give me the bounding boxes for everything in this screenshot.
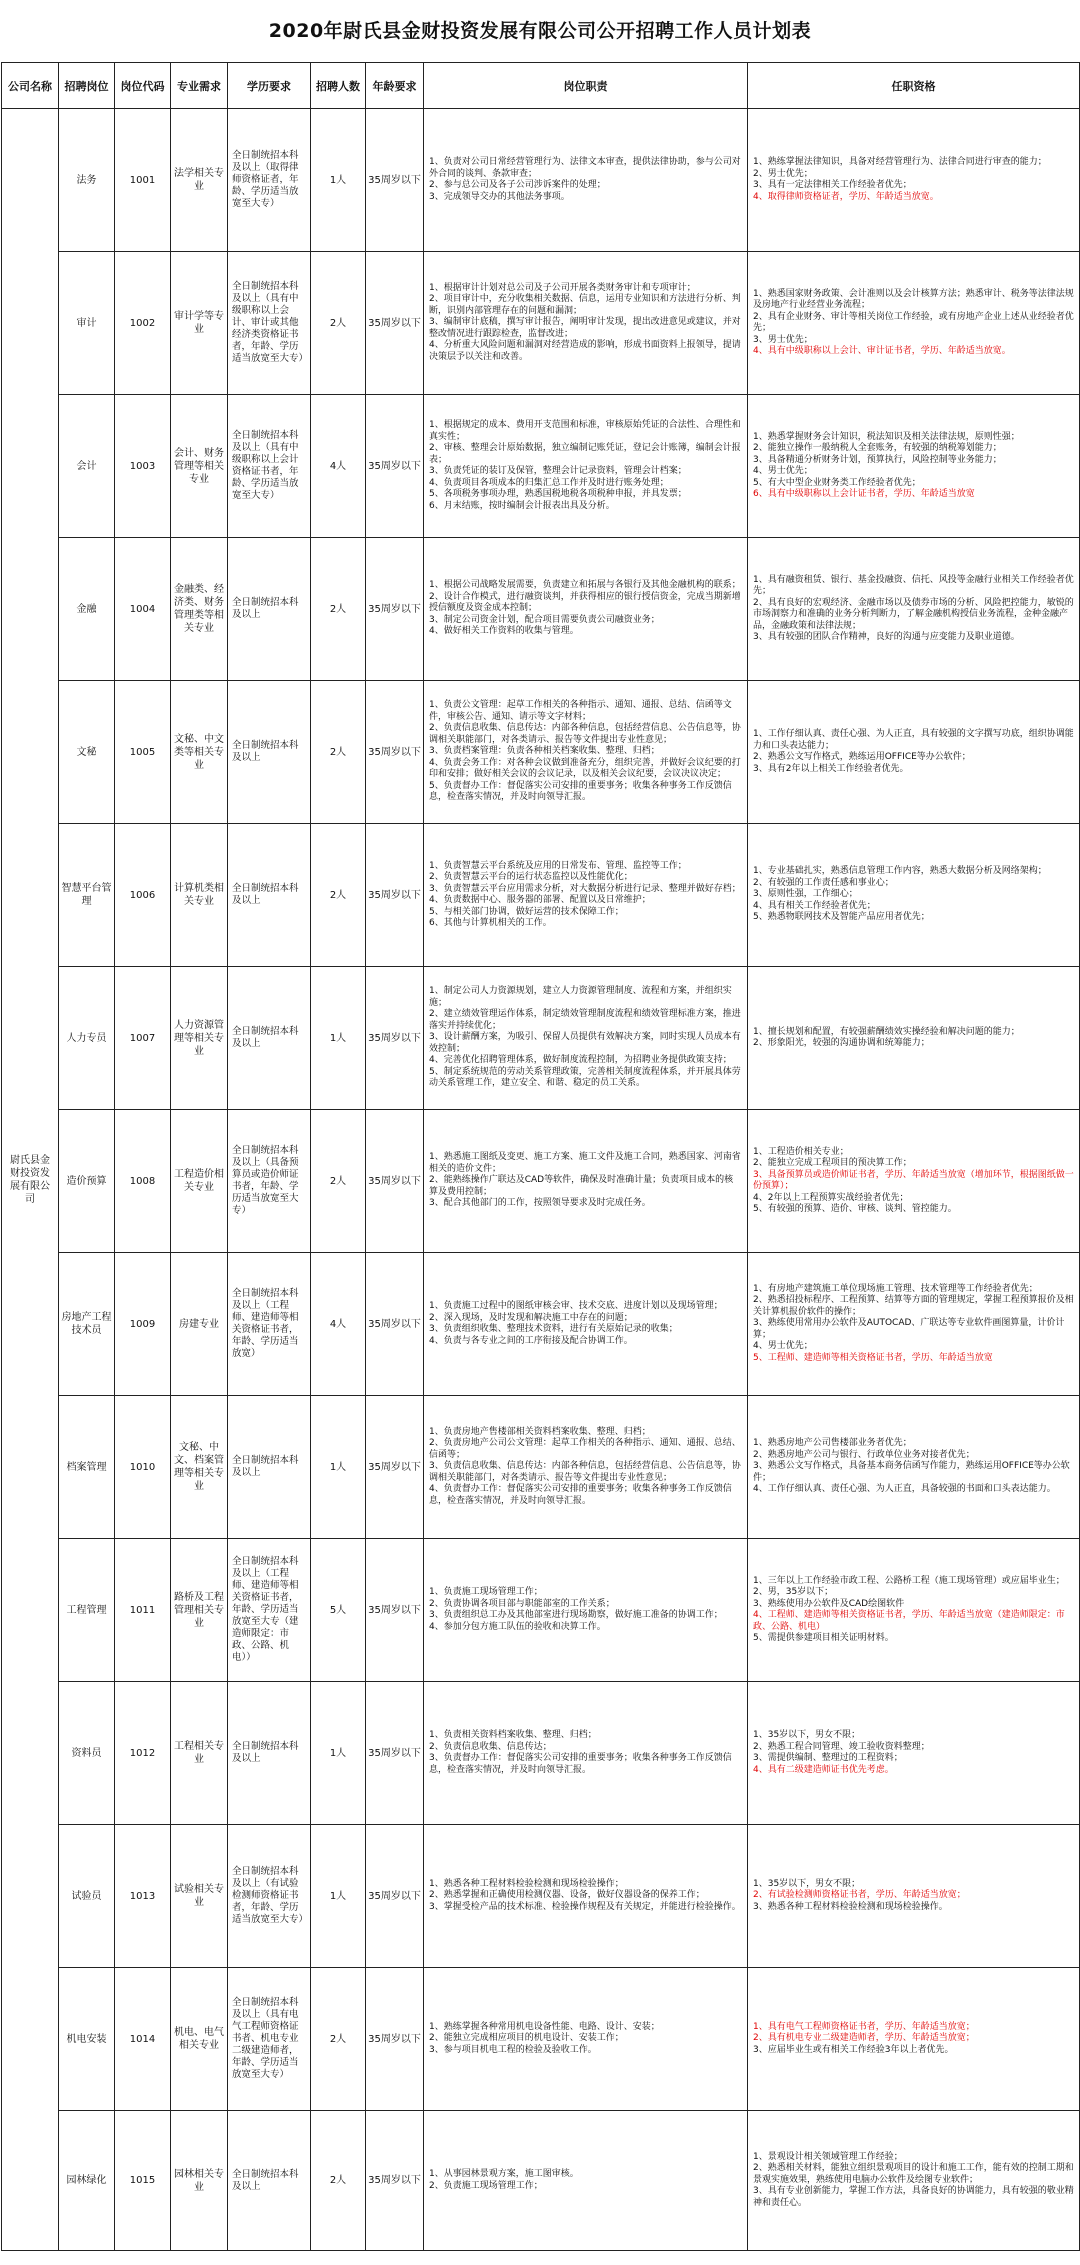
table-row	[2, 1825, 1080, 1968]
position-cell: 会计	[59, 395, 115, 538]
table-row	[2, 109, 1080, 252]
major-cell: 金融类、经济类、财务管理类等相关专业	[171, 538, 228, 681]
duty-line: 4、参加分包方施工队伍的验收和决算工作。	[429, 1621, 606, 1632]
position-code-cell: 1011	[115, 1539, 171, 1682]
headcount-cell: 4人	[311, 395, 366, 538]
position-code-cell: 1012	[115, 1682, 171, 1825]
qualification-line-highlight: 2、有试验检测师资格证书者，学历、年龄适当放宽；	[753, 1890, 966, 1901]
position-code-cell: 1015	[115, 2111, 171, 2251]
education-cell: 全日制统招本科及以上（具有电气工程师资格证书者、机电专业二级建造师者，年龄、学历适当放宽至大专）	[228, 1968, 311, 2111]
qualification-line: 1、熟悉房地产公司售楼部业务者优先；	[753, 1438, 912, 1449]
duty-line: 2、深入现场，及时发现和解决施工中存在的问题；	[429, 1312, 633, 1323]
table-header-row	[2, 63, 1080, 109]
qualifications-cell	[748, 395, 1080, 538]
duty-line: 2、负责协调各项目部与职能部室的工作关系；	[429, 1598, 615, 1609]
qualification-line: 1、三年以上工作经验市政工程、公路桥工程（施工现场管理）或应届毕业生；	[753, 1575, 1065, 1586]
qualifications-cell	[748, 681, 1080, 824]
qualification-line: 1、工程造价相关专业；	[753, 1146, 849, 1157]
position-cell: 造价预算	[59, 1110, 115, 1253]
duty-line: 4、负责督办工作：督促落实公司安排的重要事务；收集各种事务工作反馈信息，检查落实情况，并及时向领导汇报。	[429, 1484, 732, 1506]
qualifications-cell	[748, 1539, 1080, 1682]
major-cell: 审计学等专业	[171, 252, 228, 395]
qualification-line: 2、男，35岁以下；	[753, 1587, 834, 1597]
duty-line: 2、参与总公司及各子公司涉诉案件的处理；	[429, 180, 606, 190]
table-row	[2, 967, 1080, 1110]
duty-line: 4、负责会务工作：对各种会议做到准备充分，组织完善，并做好会议纪要的打印和安排；做好相关会议的会议记录，以及相关会议纪要，会议决议决定；	[429, 757, 741, 780]
education-cell: 全日制统招本科及以上	[228, 824, 311, 967]
duty-line: 1、熟悉各种工程材料检验检测和现场检验操作；	[429, 1878, 624, 1889]
position-cell: 园林绿化	[59, 2111, 115, 2251]
qualification-line-highlight: 4、工程师、建造师等相关资格证书者，学历、年龄适当放宽（建造师限定：市政、公路、机电）	[753, 1610, 1065, 1632]
qualification-line: 1、工作仔细认真、责任心强、为人正直，具有较强的文字撰写功底，组织协调能力和口头表达能力；	[753, 729, 1074, 751]
education-cell: 全日制统招本科及以上（工程师、建造师等相关资格证书者，年龄、学历适当放宽）	[228, 1253, 311, 1396]
education-cell: 全日制统招本科及以上（取得律师资格证者，年龄、学历适当放宽至大专）	[228, 109, 311, 252]
qualifications-cell	[748, 2111, 1080, 2251]
qualification-line: 2、具有企业财务、审计等相关岗位工作经验，或有房地产企业上述从业经验者优先；	[753, 311, 1074, 333]
duty-line: 2、负责信息收集、信息传达；	[429, 1741, 552, 1752]
qualification-line: 5、熟悉物联网技术及智能产品应用者优先；	[753, 912, 930, 923]
education-cell: 全日制统招本科及以上（有试验检测师资格证书者，年龄、学历适当放宽至大专）	[228, 1825, 311, 1968]
duty-line: 1、熟悉施工图纸及变更、施工方案、施工文件及施工合同，熟悉国家、河南省相关的造价文件；	[429, 1152, 741, 1174]
headcount-cell: 2人	[311, 824, 366, 967]
qualifications-cell	[748, 1968, 1080, 2111]
table-row	[2, 1539, 1080, 1682]
position-code-cell: 1013	[115, 1825, 171, 1968]
duties-cell	[424, 538, 748, 681]
header-major: 专业需求	[171, 63, 228, 109]
education-cell: 全日制统招本科及以上（具有中级职称以上会计、审计或其他经济类资格证书者，年龄、学历适当放宽至大专）	[228, 252, 311, 395]
duty-line: 5、负责督办工作：督促落实公司安排的重要事务；收集各种事务工作反馈信息，检查落实情况，并及时向领导汇报。	[429, 780, 732, 803]
position-cell: 审计	[59, 252, 115, 395]
qualification-line: 2、熟悉相关材料，能独立组织景观项目的设计和施工工作，能有效的控制工期和景观实施效果，熟练使用电脑办公软件及绘图专业软件；	[753, 2163, 1074, 2185]
table-row	[2, 252, 1080, 395]
duty-line: 1、负责对公司日常经营管理行为、法律文本审查，提供法律协助，参与公司对外合同的谈判、条款审查；	[429, 157, 741, 179]
duties-cell	[424, 1253, 748, 1396]
qualification-line: 1、具有融资租赁、银行、基金投融资、信托、风投等金融行业相关工作经验者优先；	[753, 574, 1074, 596]
qualification-line: 1、熟悉国家财务政策、会计准则以及会计核算方法；熟悉审计、税务等法律法规及房地产行业经营业务流程；	[753, 288, 1074, 310]
qualification-line: 5、需提供参建项目相关证明材料。	[753, 1633, 894, 1643]
table-row	[2, 824, 1080, 967]
qualification-line: 4、男士优先；	[753, 1341, 813, 1352]
duty-line: 1、负责公文管理：起草工作相关的各种指示、通知、通报、总结、信函等文件，审核公告、通知、请示等文字材料；	[429, 700, 732, 722]
major-cell: 会计、财务管理等相关专业	[171, 395, 228, 538]
header-age: 年龄要求	[366, 63, 424, 109]
qualification-line: 1、35岁以下，男女不限；	[753, 1730, 861, 1740]
duty-line: 3、负责督办工作：督促落实公司安排的重要事务；收集各种事务工作反馈信息，检查落实情况，并及时向领导汇报。	[429, 1753, 732, 1775]
qualification-line-highlight: 4、具有中级职称以上会计、审计证书者，学历、年龄适当放宽。	[753, 346, 1011, 356]
headcount-cell: 2人	[311, 681, 366, 824]
major-cell: 试验相关专业	[171, 1825, 228, 1968]
duty-line: 3、掌握受检产品的技术标准、检验操作规程及有关规定，并能进行检验操作。	[429, 1901, 741, 1912]
position-code-cell: 1005	[115, 681, 171, 824]
headcount-cell: 2人	[311, 252, 366, 395]
age-requirement-cell: 35周岁以下	[366, 1110, 424, 1253]
header-duties: 岗位职责	[424, 63, 748, 109]
qualification-line: 3、具有较强的团队合作精神，良好的沟通与应变能力及职业道德。	[753, 632, 1020, 642]
qualification-line: 3、男士优先；	[753, 334, 813, 345]
major-cell: 文秘、中文、档案管理等相关专业	[171, 1396, 228, 1539]
table-row	[2, 538, 1080, 681]
qualifications-cell	[748, 1825, 1080, 1968]
position-code-cell: 1010	[115, 1396, 171, 1539]
position-code-cell: 1014	[115, 1968, 171, 2111]
duty-line: 1、负责施工过程中的图纸审核会审、技术交底、进度计划以及现场管理；	[429, 1301, 723, 1311]
major-cell: 计算机类相关专业	[171, 824, 228, 967]
duty-line: 3、制定公司资金计划，配合项目需要负责公司融资业务；	[429, 614, 660, 625]
duties-cell	[424, 1110, 748, 1253]
position-code-cell: 1006	[115, 824, 171, 967]
major-cell: 工程相关专业	[171, 1682, 228, 1825]
duties-cell	[424, 252, 748, 395]
age-requirement-cell: 35周岁以下	[366, 967, 424, 1110]
qualification-line: 3、具有专业创新能力，掌握工作方法，具备良好的协调能力，具有较强的敬业精神和责任心。	[753, 2186, 1074, 2208]
headcount-cell: 1人	[311, 967, 366, 1110]
qualifications-cell	[748, 1682, 1080, 1825]
age-requirement-cell: 35周岁以下	[366, 1968, 424, 2111]
qualification-line: 2、熟悉公文写作格式，熟练运用OFFICE等办公软件；	[753, 752, 971, 762]
age-requirement-cell: 35周岁以下	[366, 538, 424, 681]
qualification-line: 1、景观设计相关领域管理工作经验；	[753, 2151, 903, 2162]
duty-line: 3、参与项目机电工程的检验及验收工作。	[429, 2044, 597, 2055]
age-requirement-cell: 35周岁以下	[366, 824, 424, 967]
headcount-cell: 1人	[311, 1825, 366, 1968]
duties-cell	[424, 681, 748, 824]
education-cell: 全日制统招本科及以上	[228, 967, 311, 1110]
company-name-cell: 尉氏县金财投资发展有限公司	[2, 109, 59, 2251]
duty-line: 1、负责房地产售楼部相关资料档案收集、整理、归档；	[429, 1426, 651, 1437]
age-requirement-cell: 35周岁以下	[366, 1539, 424, 1682]
position-code-cell: 1008	[115, 1110, 171, 1253]
recruitment-plan-table	[1, 62, 1080, 2251]
duty-line: 4、做好相关工作资料的收集与管理。	[429, 626, 579, 637]
education-cell: 全日制统招本科及以上	[228, 1396, 311, 1539]
qualification-line: 1、擅长规划和配置，有较强薪酬绩效实操经验和解决问题的能力；	[753, 1026, 1020, 1037]
position-code-cell: 1003	[115, 395, 171, 538]
page-title: 2020年尉氏县金财投资发展有限公司公开招聘工作人员计划表	[268, 20, 812, 42]
qualification-line: 5、有大中型企业财务类工作经验者优先；	[753, 477, 921, 488]
age-requirement-cell: 35周岁以下	[366, 109, 424, 252]
education-cell: 全日制统招本科及以上（具备预算员或造价师证书者，年龄、学历适当放宽至大专）	[228, 1110, 311, 1253]
age-requirement-cell: 35周岁以下	[366, 1825, 424, 1968]
position-code-cell: 1001	[115, 109, 171, 252]
duty-line: 3、设计薪酬方案，为吸引、保留人员提供有效解决方案，同时实现人员成本有效控制；	[429, 1032, 741, 1054]
duties-cell	[424, 2111, 748, 2251]
education-cell: 全日制统招本科及以上（工程师、建造师等相关资格证书者，年龄、学历适当放宽至大专（建造师限定：市政、公路、机电））	[228, 1539, 311, 1682]
header-code: 岗位代码	[115, 63, 171, 109]
qualification-line: 2、能独立操作一般纳税人全套账务，有较强的纳税筹划能力；	[753, 443, 1002, 453]
duty-line: 3、完成领导交办的其他法务事项。	[429, 191, 570, 202]
position-cell: 法务	[59, 109, 115, 252]
headcount-cell: 2人	[311, 2111, 366, 2251]
duty-line: 6、月末结账，按时编制会计报表出具及分析。	[429, 500, 615, 511]
education-cell: 全日制统招本科及以上	[228, 538, 311, 681]
duties-cell	[424, 1968, 748, 2111]
qualification-line: 1、专业基础扎实，熟悉信息管理工作内容，熟悉大数据分析及网络架构；	[753, 866, 1047, 877]
qualification-line: 5、有较强的预算、造价、审核、谈判、管控能力。	[753, 1204, 957, 1214]
qualification-line-highlight: 6、具有中级职称以上会计证书者，学历、年龄适当放宽	[753, 489, 975, 499]
table-row	[2, 1396, 1080, 1539]
duty-line: 1、制定公司人力资源规划，建立人力资源管理制度、流程和方案，并组织实施；	[429, 986, 732, 1008]
duty-line: 1、负责施工现场管理工作；	[429, 1587, 543, 1597]
qualification-line: 4、工作仔细认真、责任心强、为人正直，具备较强的书面和口头表达能力。	[753, 1484, 1056, 1495]
qualification-line: 3、具有2年以上相关工作经验者优先。	[753, 763, 909, 774]
position-cell: 资料员	[59, 1682, 115, 1825]
qualification-line: 3、具有一定法律相关工作经验者优先；	[753, 180, 912, 190]
duty-line: 3、负责档案管理：负责各种相关档案收集、整理、归档；	[429, 746, 660, 757]
major-cell: 文秘、中文类等相关专业	[171, 681, 228, 824]
duty-line: 4、分析重大风险问题和漏洞对经营造成的影响，形成书面资料上报领导，提请决策层予以关注和改善。	[429, 340, 741, 362]
duty-line: 3、编制审计底稿，撰写审计报告，阐明审计发现，提出改进意见或建议，并对整改情况进行跟踪检查，监督改进；	[429, 317, 741, 339]
duties-cell	[424, 1396, 748, 1539]
duty-line: 1、根据规定的成本、费用开支范围和标准，审核原始凭证的合法性、合理性和真实性；	[429, 420, 741, 442]
duty-line: 3、负责信息收集、信息传达：内部各种信息，包括经营信息、公告信息等，协调相关职能部门，对各类请示、报告等文件提出专业性意见；	[429, 1461, 741, 1483]
major-cell: 人力资源管理等相关专业	[171, 967, 228, 1110]
qualification-line: 4、男士优先；	[753, 466, 813, 476]
qualification-line: 3、熟练使用常用办公软件及AUTOCAD、广联达等专业软件画图算量，计价计算；	[753, 1318, 1065, 1340]
headcount-cell: 4人	[311, 1253, 366, 1396]
duty-line: 3、负责凭证的装订及保管，整理会计记录资料，管理会计档案；	[429, 466, 687, 476]
qualifications-cell	[748, 967, 1080, 1110]
headcount-cell: 2人	[311, 538, 366, 681]
duty-line: 2、负责信息收集、信息传达：内部各种信息，包括经营信息、公告信息等，协调相关职能部门，对各类请示、报告等文件提出专业性意见；	[429, 723, 741, 745]
duty-line: 1、根据审计计划对总公司及子公司开展各类财务审计和专项审计；	[429, 282, 696, 293]
qualification-line: 3、具备精通分析财务计划，预算执行，风险控制等业务能力；	[753, 454, 1002, 465]
major-cell: 机电、电气相关专业	[171, 1968, 228, 2111]
qualification-line: 3、熟悉各种工程材料检验检测和现场检验操作。	[753, 1901, 948, 1912]
duty-line: 2、能熟练操作广联达及CAD等软件，确保及时准确计量；负责项目成本的核算及费用控制；	[429, 1175, 734, 1197]
education-cell: 全日制统招本科及以上	[228, 2111, 311, 2251]
qualifications-cell	[748, 1110, 1080, 1253]
qualification-line-highlight: 5、工程师、建造师等相关资格证书者，学历、年龄适当放宽	[753, 1352, 993, 1363]
age-requirement-cell: 35周岁以下	[366, 1682, 424, 1825]
position-cell: 人力专员	[59, 967, 115, 1110]
age-requirement-cell: 35周岁以下	[366, 252, 424, 395]
duties-cell	[424, 1682, 748, 1825]
headcount-cell: 2人	[311, 1110, 366, 1253]
header-position: 招聘岗位	[59, 63, 115, 109]
education-cell: 全日制统招本科及以上（具有中级职称以上会计资格证书者，年龄、学历适当放宽至大专）	[228, 395, 311, 538]
duties-cell	[424, 395, 748, 538]
table-row	[2, 1682, 1080, 1825]
position-cell: 档案管理	[59, 1396, 115, 1539]
qualification-line: 1、熟悉掌握财务会计知识，税法知识及相关法律法规，原则性强；	[753, 431, 1020, 442]
qualification-line: 1、熟练掌握法律知识，具备对经营管理行为、法律合同进行审查的能力；	[753, 157, 1047, 167]
qualification-line-highlight: 2、具有机电专业二级建造师者，学历、年龄适当放宽；	[753, 2033, 975, 2044]
position-cell: 机电安装	[59, 1968, 115, 2111]
qualification-line: 2、形象阳光，较强的沟通协调和统筹能力；	[753, 1038, 930, 1048]
duty-line: 2、能独立完成相应项目的机电设计、安装工作；	[429, 2033, 624, 2044]
duty-line: 4、完善优化招聘管理体系，做好制度流程控制，为招聘业务提供政策支持；	[429, 1055, 732, 1066]
duty-line: 1、负责智慧云平台系统及应用的日常发布、管理、监控等工作；	[429, 860, 687, 871]
education-cell: 全日制统招本科及以上	[228, 681, 311, 824]
position-cell: 房地产工程技术员	[59, 1253, 115, 1396]
major-cell: 工程造价相关专业	[171, 1110, 228, 1253]
qualification-line: 4、2年以上工程预算实战经验者优先；	[753, 1192, 909, 1203]
qualifications-cell	[748, 1396, 1080, 1539]
qualification-line: 4、具有相关工作经验者优先；	[753, 900, 876, 911]
duty-line: 4、负责项目各项成本的归集汇总工作并及时进行账务处理；	[429, 477, 669, 488]
position-code-cell: 1009	[115, 1253, 171, 1396]
qualification-line: 1、35岁以下，男女不限；	[753, 1878, 861, 1889]
qualification-line: 2、有较强的工作责任感和事业心；	[753, 877, 894, 888]
major-cell: 路桥及工程管理相关专业	[171, 1539, 228, 1682]
duty-line: 2、建立绩效管理运作体系，制定绩效管理制度流程和绩效管理标准方案，推进落实并持续优化；	[429, 1009, 741, 1031]
qualification-line-highlight: 4、取得律师资格证者，学历、年龄适当放宽。	[753, 191, 939, 202]
qualification-line: 2、熟悉工程合同管理、竣工验收资料整理；	[753, 1741, 930, 1752]
qualification-line: 1、有房地产建筑施工单位现场施工管理、技术管理等工作经验者优先；	[753, 1283, 1038, 1294]
position-code-cell: 1004	[115, 538, 171, 681]
headcount-cell: 1人	[311, 109, 366, 252]
qualification-line: 3、应届毕业生或有相关工作经验3年以上者优先。	[753, 2044, 954, 2055]
duty-line: 6、其他与计算机相关的工作。	[429, 918, 552, 928]
duty-line: 4、负责数据中心、服务器的部署、配置以及日常维护；	[429, 895, 651, 905]
duties-cell	[424, 1825, 748, 1968]
position-cell: 文秘	[59, 681, 115, 824]
position-cell: 工程管理	[59, 1539, 115, 1682]
header-count: 招聘人数	[311, 63, 366, 109]
table-row	[2, 1968, 1080, 2111]
headcount-cell: 1人	[311, 1682, 366, 1825]
duty-line: 1、根据公司战略发展需要，负责建立和拓展与各银行及其他金融机构的联系；	[429, 580, 741, 591]
duty-line: 1、从事园林景观方案，施工图审核。	[429, 2169, 579, 2179]
duties-cell	[424, 1539, 748, 1682]
qualification-line-highlight: 1、具有电气工程师资格证书者，学历、年龄适当放宽；	[753, 2021, 975, 2032]
qualifications-cell	[748, 109, 1080, 252]
major-cell: 房建专业	[171, 1253, 228, 1396]
qualification-line: 2、熟悉房地产公司与银行、行政单位业务对接者优先；	[753, 1449, 975, 1460]
table-row	[2, 395, 1080, 538]
age-requirement-cell: 35周岁以下	[366, 2111, 424, 2251]
qualifications-cell	[748, 1253, 1080, 1396]
qualification-line-highlight: 4、具有二级建造师证书优先考虑。	[753, 1764, 894, 1775]
duty-line: 1、熟练掌握各种常用机电设备性能、电路、设计、安装；	[429, 2021, 660, 2032]
duty-line: 2、设计合作模式，进行融资谈判，并获得相应的银行授信资金，完成当期新增授信额度及资金成本控制；	[429, 591, 741, 614]
major-cell: 园林相关专业	[171, 2111, 228, 2251]
duties-cell	[424, 824, 748, 967]
headcount-cell: 1人	[311, 1396, 366, 1539]
duty-line: 4、负责与各专业之间的工序衔接及配合协调工作。	[429, 1335, 633, 1346]
position-code-cell: 1007	[115, 967, 171, 1110]
duties-cell	[424, 967, 748, 1110]
qualification-line: 3、需提供编制、整理过的工程资料；	[753, 1753, 903, 1763]
age-requirement-cell: 35周岁以下	[366, 1253, 424, 1396]
duty-line: 5、各项税务事项办理，熟悉国税地税各项税种申报，并具发票；	[429, 489, 687, 499]
duty-line: 5、与相关部门协调，做好运营的技术保障工作；	[429, 906, 624, 917]
header-qualifications: 任职资格	[748, 63, 1080, 109]
duty-line: 3、负责组织总工办及其他部室进行现场勘察，做好施工准备的协调工作；	[429, 1610, 723, 1620]
position-code-cell: 1002	[115, 252, 171, 395]
major-cell: 法学相关专业	[171, 109, 228, 252]
qualification-line: 2、熟悉招投标程序、工程预算、结算等方面的管理规定，掌握工程预算报价及相关计算机报价软件的操作；	[753, 1295, 1074, 1317]
header-education: 学历要求	[228, 63, 311, 109]
duty-line: 1、负责相关资料档案收集、整理、归档；	[429, 1730, 597, 1740]
duties-cell	[424, 109, 748, 252]
duty-line: 3、负责智慧云平台应用需求分析，对大数据分析进行记录、整理并做好存档；	[429, 883, 741, 894]
duty-line: 2、负责房地产公司公文管理：起草工作相关的各种指示、通知、通报、总结、信函等；	[429, 1438, 741, 1460]
duty-line: 2、熟悉掌握和正确使用检测仪器、设备，做好仪器设备的保养工作；	[429, 1890, 705, 1901]
qualifications-cell	[748, 252, 1080, 395]
qualification-line: 3、熟练使用办公软件及CAD绘图软件	[753, 1598, 905, 1609]
table-row	[2, 1253, 1080, 1396]
age-requirement-cell: 35周岁以下	[366, 395, 424, 538]
headcount-cell: 5人	[311, 1539, 366, 1682]
position-cell: 智慧平台管理	[59, 824, 115, 967]
position-cell: 金融	[59, 538, 115, 681]
qualification-line: 3、原则性强，工作细心；	[753, 889, 858, 900]
table-row	[2, 1110, 1080, 1253]
qualification-line: 2、能独立完成工程项目的预决算工作；	[753, 1158, 912, 1168]
duty-line: 2、审核、整理会计原始数据，独立编制记账凭证，登记会计账簿，编制会计报表；	[429, 443, 741, 465]
duty-line: 3、配合其他部门的工作，按照领导要求及时完成任务。	[429, 1198, 651, 1209]
duty-line: 2、负责智慧云平台的运行状态监控以及性能优化；	[429, 872, 633, 882]
duty-line: 5、制定系统规范的劳动关系管理政策，完善相关制度流程体系，并开展具体劳动关系管理工作，建立安全、和谐、稳定的员工关系。	[429, 1066, 741, 1089]
qualification-line: 2、具有良好的宏观经济、金融市场以及债券市场的分析、风险把控能力，敏锐的市场洞察力和准确的业务分析判断力，了解金融机构授信业务流程，金种金融产品，金融政策和法律法规；	[753, 597, 1074, 631]
qualifications-cell	[748, 824, 1080, 967]
age-requirement-cell: 35周岁以下	[366, 681, 424, 824]
education-cell: 全日制统招本科及以上	[228, 1682, 311, 1825]
duty-line: 2、负责施工现场管理工作；	[429, 2180, 543, 2191]
duty-line: 2、项目审计中，充分收集相关数据、信息，运用专业知识和方法进行分析、判断，识别内部管理存在的问题和漏洞；	[429, 294, 741, 316]
position-cell: 试验员	[59, 1825, 115, 1968]
duty-line: 3、负责组织收集、整理技术资料，进行有关原始记录的收集；	[429, 1324, 678, 1334]
age-requirement-cell: 35周岁以下	[366, 1396, 424, 1539]
qualification-line-highlight: 3、具备预算员或造价师证书者，学历、年龄适当放宽（增加环节，根据图纸做一份预算）；	[753, 1169, 1074, 1191]
table-row	[2, 681, 1080, 824]
qualifications-cell	[748, 538, 1080, 681]
table-row	[2, 2111, 1080, 2251]
qualification-line: 2、男士优先；	[753, 168, 813, 179]
headcount-cell: 2人	[311, 1968, 366, 2111]
header-company: 公司名称	[2, 63, 59, 109]
qualification-line: 3、熟悉公文写作格式，具备基本商务信函写作能力，熟练运用OFFICE等办公软件；	[753, 1461, 1070, 1483]
